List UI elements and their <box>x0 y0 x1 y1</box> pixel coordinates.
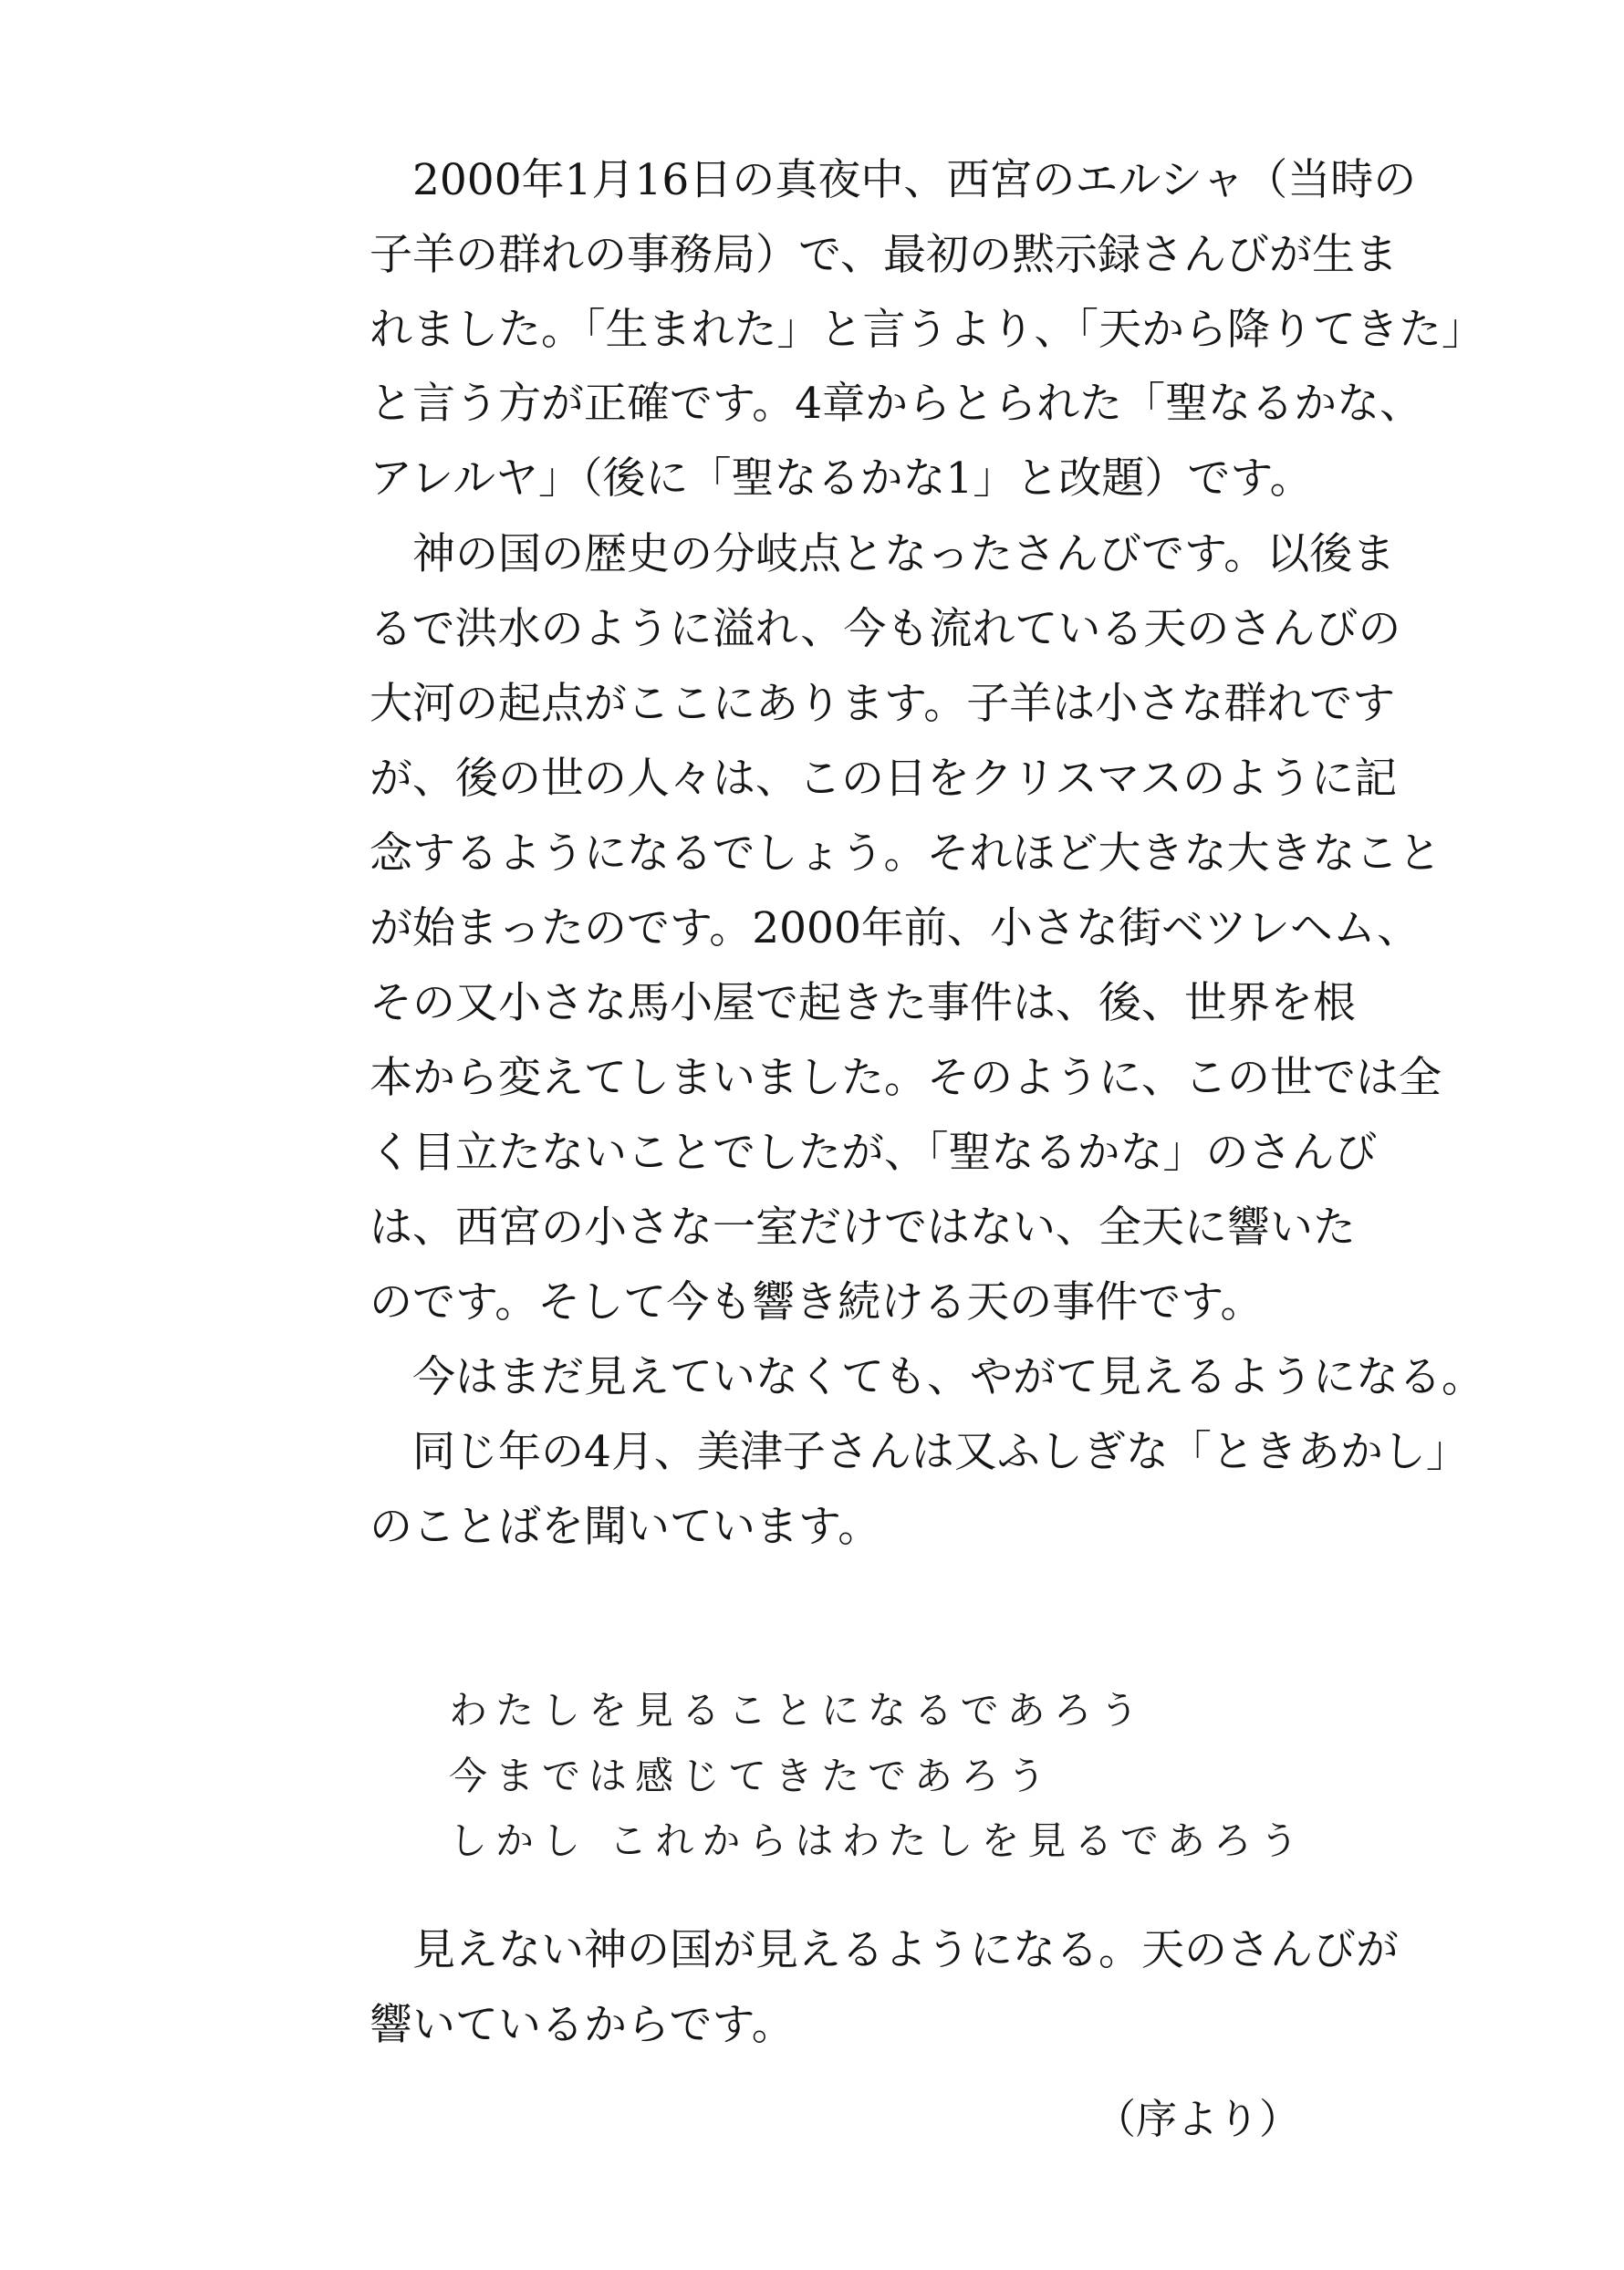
poem-line-2: 今までは感じてきたであろう <box>449 1754 1055 1798</box>
paragraph-2-line-11: のです。そして今も響き続ける天の事件です。 <box>370 1277 1264 1328</box>
closing-line-1: 見えない神の国が見えるようになる。天のさんびが <box>370 1925 1399 1975</box>
paragraph-1-line-5: アレルヤ」（後に「聖なるかな1」と改題）です。 <box>370 453 1313 504</box>
paragraph-1-line-1: 2000年1月16日の真夜中、西宮のエルシャ（当時の <box>370 155 1417 205</box>
paragraph-2-line-9: く目立たないことでしたが、「聖なるかな」のさんび <box>370 1128 1378 1178</box>
paragraph-2-line-5: 念するようになるでしょう。それほど大きな大きなこと <box>370 828 1442 879</box>
paragraph-2-line-10: は、西宮の小さな一室だけではない、全天に響いた <box>370 1203 1356 1253</box>
paragraph-2-line-2: るで洪水のように溢れ、今も流れている天のさんびの <box>370 604 1401 654</box>
paragraph-2-line-7: その又小さな馬小屋で起きた事件は、後、世界を根 <box>370 978 1356 1028</box>
paragraph-1-line-2: 子羊の群れの事務局）で、最初の黙示録さんびが生ま <box>370 230 1399 280</box>
paragraph-1-line-4: と言う方が正確です。4章からとられた「聖なるかな、 <box>370 379 1423 429</box>
attribution: （序より） <box>1095 2095 1301 2143</box>
paragraph-4-line-2: のことばを聞いています。 <box>370 1502 881 1552</box>
paragraph-2-line-3: 大河の起点がここにあります。子羊は小さな群れです <box>370 679 1396 729</box>
paragraph-2-line-4: が、後の世の人々は、この日をクリスマスのように記 <box>370 754 1398 804</box>
paragraph-2-line-8: 本から変えてしまいました。そのように、この世では全 <box>370 1053 1442 1103</box>
paragraph-2-line-6: が始まったのです。2000年前、小さな街ベツレヘム、 <box>370 903 1421 953</box>
paragraph-2-line-1: 神の国の歴史の分岐点となったさんびです。以後ま <box>370 529 1396 579</box>
closing-line-2: 響いているからです。 <box>370 2000 795 2050</box>
poem-line-1: わたしを見ることになるであろう <box>449 1688 1147 1733</box>
paragraph-4-line-1: 同じ年の4月、美津子さんは又ふしぎな「ときあかし」 <box>370 1427 1469 1477</box>
paragraph-1-line-3: れました。「生まれた」と言うより、「天から降りてきた」 <box>370 305 1484 355</box>
poem-line-3: しかし これからはわたしを見るであろう <box>449 1818 1306 1863</box>
paragraph-3-line-1: 今はまだ見えていなくても、やがて見えるようになる。 <box>370 1352 1484 1402</box>
